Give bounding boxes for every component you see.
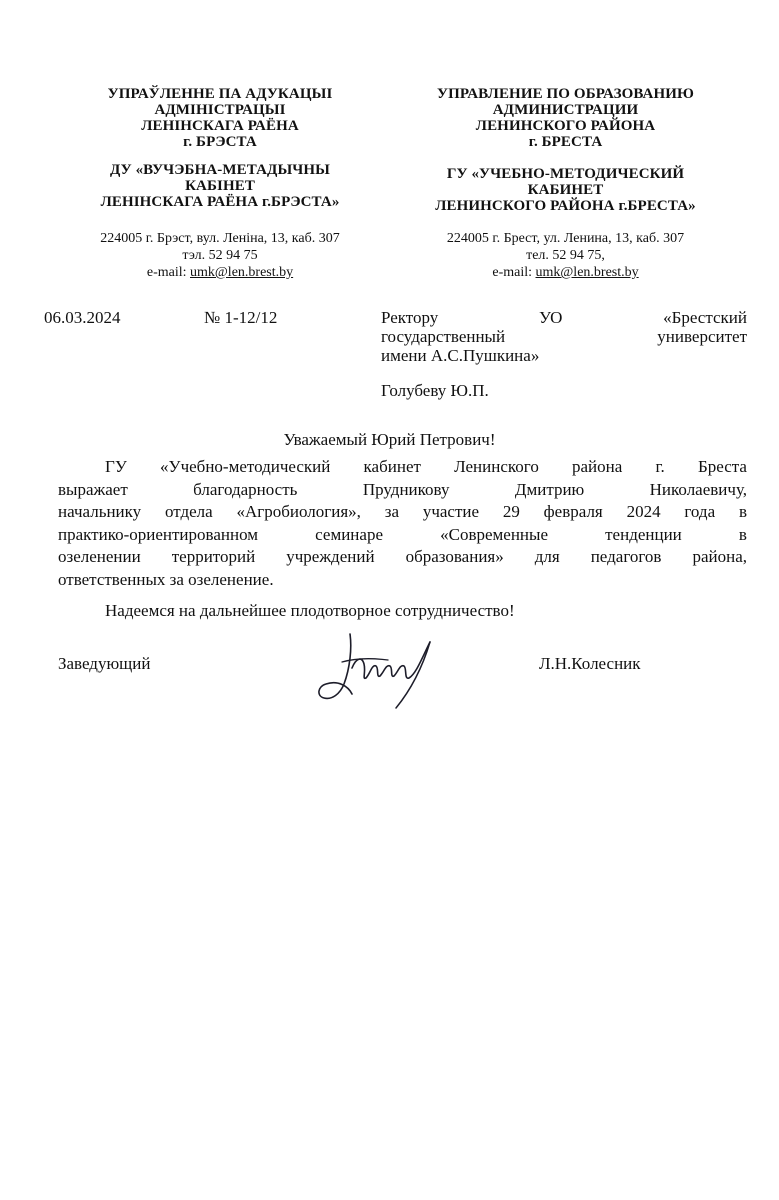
word: за [384,502,399,521]
word: отдела [164,502,213,521]
word: «Учебно-методический [160,457,331,476]
addressee-line-2 [381,327,747,346]
header-right-phone: тел. 52 94 75, [526,248,605,263]
addressee-name: Голубеву Ю.П. [381,381,489,400]
header-right [383,86,748,281]
addressee-word: Ректору [381,308,439,327]
header-left-inst-line: ДУ «ВУЧЭБНА-МЕТАДЫЧНЫ [110,162,330,178]
letter-number: № 1-12/12 [204,308,278,327]
word: педагогов [590,547,662,566]
header-left-org-line: УПРАЎЛЕННЕ ПА АДУКАЦЫІ [107,86,333,102]
letter-date: 06.03.2024 [44,308,121,327]
paragraph-line [58,546,747,569]
header-right-org-line: УПРАВЛЕНИЕ ПО ОБРАЗОВАНИЮ [436,86,695,102]
header-left-org-line: ЛЕНІНСКАГА РАЁНА [141,118,299,134]
header-right-inst-line: ЛЕНИНСКОГО РАЙОНА г.БРЕСТА» [435,198,696,214]
header-left [40,86,400,281]
body-paragraph-1 [58,456,747,591]
paragraph-line: Надеемся на дальнейшее плодотворное сотрудничество! [105,601,515,620]
header-right-contacts [383,230,748,281]
word: Ленинского [454,457,539,476]
addressee-word: университет [657,327,747,346]
header-left-org-line: г. БРЭСТА [183,134,257,150]
word: 2024 [626,502,661,521]
header-left-phone: тэл. 52 94 75 [182,248,258,263]
header-left-email-row [40,264,400,281]
header-left-inst-line: ЛЕНІНСКАГА РАЁНА г.БРЭСТА» [100,194,340,210]
word: «Современные [440,524,548,544]
word: участие [422,502,480,521]
header-right-inst-line: ГУ «УЧЕБНО-МЕТОДИЧЕСКИЙ [446,166,685,182]
header-right-institution [383,166,748,214]
word: ГУ [105,457,127,476]
word: практико-ориентированном [58,524,259,544]
word: «Агробиология», [236,502,361,521]
word: района [572,457,623,476]
header-left-address: 224005 г. Брэст, вул. Леніна, 13, каб. 307 [100,231,340,246]
word: озеленении [58,547,141,566]
header-left-contacts [40,230,400,281]
body-paragraph-2 [58,600,747,623]
header-right-email-link[interactable]: umk@len.brest.by [535,265,639,280]
header-right-org-line: АДМИНИСТРАЦИИ [492,102,639,118]
header-left-inst-line: КАБІНЕТ [185,178,255,194]
word: благодарность [193,479,298,499]
word: года [684,502,716,521]
word: г. [655,457,665,476]
handwritten-signature [312,628,452,714]
paragraph-line: ответственных за озеленение. [58,569,274,589]
word: в [738,502,747,521]
paragraph-line [58,524,747,547]
header-right-org-line: г. БРЕСТА [528,134,603,150]
header-left-org-line: АДМІНІСТРАЦЫІ [154,102,286,118]
signatory-name: Л.Н.Колесник [539,654,641,673]
word: для [534,547,560,566]
word: февраля [543,502,603,521]
header-left-org [40,86,400,150]
word: кабинет [363,457,421,476]
signatory-title: Заведующий [58,654,151,673]
word: тенденции [605,524,682,544]
addressee-word: государственный [381,327,506,346]
header-right-org-line: ЛЕНИНСКОГО РАЙОНА [475,118,656,134]
word: территорий [171,547,256,566]
addressee-word: УО [538,308,563,327]
word: 29 [502,502,520,521]
paragraph-line [58,479,747,502]
paragraph-line [58,501,747,524]
email-label: e-mail: [492,265,536,280]
email-label: e-mail: [146,265,191,280]
word: учреждений [286,547,375,566]
word: района, [692,547,747,566]
word: Дмитрию [514,479,585,499]
word: Прудникову [362,479,450,499]
header-right-org [383,86,748,150]
word: семинаре [315,524,383,544]
header-left-institution [40,162,400,210]
addressee-block [381,308,747,400]
word: выражает [58,479,128,499]
addressee-word: «Брестский [663,308,747,327]
greeting: Уважаемый Юрий Петрович! [283,430,496,449]
addressee-line-3: имени А.С.Пушкина» [381,346,540,365]
header-right-inst-line: КАБИНЕТ [527,182,604,198]
word: образования» [405,547,504,566]
word: в [738,524,747,544]
addressee-line-1 [381,308,747,327]
word: Бреста [697,457,747,476]
header-right-email-row [383,264,748,281]
word: Николаевичу, [649,479,747,499]
header-right-address: 224005 г. Брест, ул. Ленина, 13, каб. 307 [446,231,685,246]
word: начальнику [58,502,142,521]
paragraph-line [58,456,747,479]
header-left-email-link[interactable]: umk@len.brest.by [190,265,294,280]
